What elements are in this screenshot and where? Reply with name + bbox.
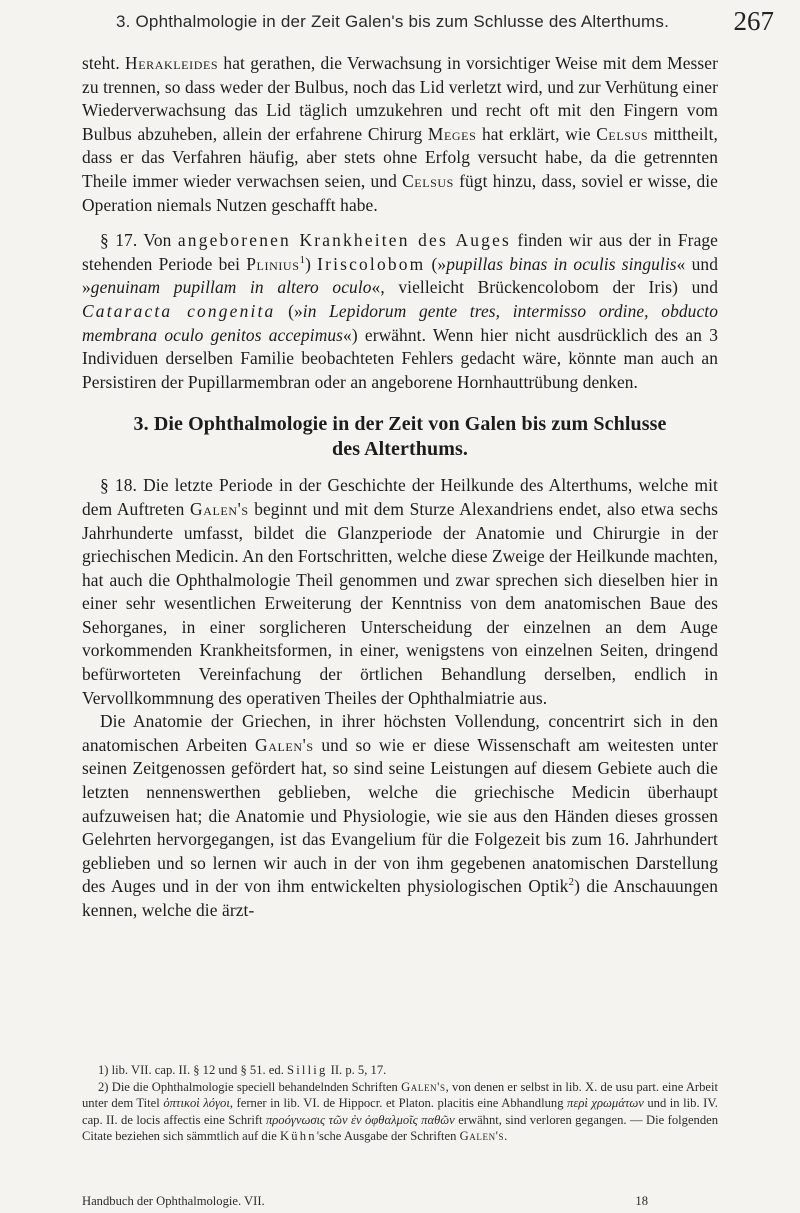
latin-quote: in Lepidorum gente tres, intermisso ordine, obducto membrana oculo genitos accepimus xyxy=(82,300,718,345)
text-run: 'sche Ausgabe der Schriften xyxy=(316,1129,460,1144)
page-number: 267 xyxy=(733,6,774,36)
greek-title: προόγνωσις τῶν ἐν ὀφθαλμοῖς παθῶν xyxy=(265,1112,455,1127)
book-title: Handbuch der Ophthalmologie. VII. xyxy=(82,1194,265,1208)
latin-quote: pupillas binas in oculis singulis xyxy=(446,253,677,274)
text-run: Die Anatomie der Griechen, in ihrer höchsten Vollendung, concentrirt sich in den anatomischen Arbeiten xyxy=(82,711,718,755)
text-run: fügt hinzu, dass, soviel er wisse, die Operation niemals Nutzen geschafft habe. xyxy=(82,170,718,215)
text-run: mittheilt, dass er das Verfahren häufig, aber stets ohne Erfolg versucht habe, da die getrennten Theile immer wieder verwachsen seien, und xyxy=(82,123,718,191)
text-run: «, vielleicht Brückencolobom der Iris) und xyxy=(371,277,718,298)
author-name: Meges xyxy=(427,123,477,144)
section-heading xyxy=(82,412,718,462)
footnote-2 xyxy=(82,1079,718,1145)
spaced-term: Cataracta congenita xyxy=(82,300,276,321)
footnote-ref: 1 xyxy=(299,253,306,266)
spaced-term: angeborenen Krankheiten des Auges xyxy=(177,230,511,251)
text-run: steht. xyxy=(82,53,126,73)
author-name: Galen's xyxy=(401,1079,446,1094)
running-header xyxy=(60,4,780,44)
text-run: ) xyxy=(305,253,318,274)
text-run: 2) Die die Ophthalmologie speciell behandelnden Schriften xyxy=(98,1079,402,1094)
paragraph-17 xyxy=(82,229,718,394)
main-text xyxy=(82,52,718,923)
greek-title: περὶ χρωμάτων xyxy=(567,1096,644,1111)
text-run: hat erklärt, wie xyxy=(476,123,597,144)
spaced-term: Kühn xyxy=(279,1129,317,1144)
latin-quote: genuinam pupillam in altero oculo xyxy=(90,277,372,298)
author-name: Galen's xyxy=(459,1129,505,1144)
greek-title: ὀπτικοὶ λόγοι xyxy=(163,1096,230,1111)
text-run: § 18. Die letzte Periode in der Geschichte der Heilkunde des Alterthums, welche mit dem Auftreten xyxy=(82,475,718,519)
heading-line: 3. Die Ophthalmologie in der Zeit von Galen bis zum Schlusse xyxy=(133,413,667,436)
text-run: , von denen er selbst in lib. X. de usu part. eine Arbeit unter dem Titel xyxy=(82,1079,718,1111)
paragraph-1 xyxy=(82,52,718,217)
paragraph-anatomy xyxy=(82,710,718,922)
text-run: und in lib. IV. cap. II. de locis affectis eine Schrift xyxy=(82,1096,718,1127)
text-run: (» xyxy=(425,253,447,274)
spaced-term: Sillig xyxy=(287,1063,328,1077)
text-run: II. p. 5, 17. xyxy=(327,1063,387,1077)
footnote-1 xyxy=(82,1062,718,1079)
author-name: Celsus xyxy=(402,170,454,191)
text-run: hat gerathen, die Verwachsung in vorsichtiger Weise mit dem Messer zu trennen, so dass weder der Bulbus, noch das Lid verletzt wird, und zur Verhütung einer Wiederverwachsung das Lid täglich umzukehren und recht oft mit den Fingern vom Bulbus abzuheben, allein der erfahrene Chirurg xyxy=(82,53,718,144)
author-name: Plinius xyxy=(246,253,300,274)
spacer xyxy=(82,217,718,229)
text-run: « und » xyxy=(82,253,718,298)
running-title: 3. Ophthalmologie in der Zeit Galen's bis zum Schlusse des Alterthums. xyxy=(116,12,670,31)
author-name: Galen's xyxy=(190,498,249,519)
author-name: Celsus xyxy=(596,123,649,144)
text-run: 1) lib. VII. cap. II. § 12 und § 51. ed. xyxy=(98,1063,287,1077)
text-run: finden wir aus der in Frage stehenden Periode bei xyxy=(82,230,718,274)
text-run: . xyxy=(504,1129,508,1144)
text-run: erwähnt, sind verloren gegangen. — Die folgenden Citate beziehen sich sämmtlich auf die xyxy=(82,1112,719,1144)
signature-mark: 18 xyxy=(635,1194,648,1208)
heading-line: des Alterthums. xyxy=(332,438,468,461)
text-run: § 17. Von xyxy=(100,230,178,251)
spaced-term: Iriscolobom xyxy=(317,253,426,274)
text-run: ) die Anschauungen kennen, welche die ärzt- xyxy=(82,876,718,920)
author-name: Herakleides xyxy=(125,53,219,73)
text-run: (» xyxy=(275,300,303,321)
text-run: beginnt und mit dem Sturze Alexandriens endet, also etwa sechs Jahrhunderte umfasst, bildet die Glanzperiode der Anatomie und Chirurgie in der griechischen Medicin. An den Fortschritten, welche diese Zweige der Heilkunde machten, hat auch die Ophthalmologie Theil genommen und zwar sprechen sich dieselben hier in einer sehr wesentlichen Erweiterung der Kenntniss von dem anatomischen Baue des Sehorganes, in einer sorglicheren Unterscheidung der einzelnen an dem Auge vorkommenden Krankheitsformen, in einer, wenigstens von einzelnen Seiten, dringend befürworteten Vereinfachung der örtlichen Behandlung derselben, endlich in Vervollkommnung des operativen Theiles der Ophthalmiatrie aus. xyxy=(82,498,718,708)
author-name: Galen's xyxy=(255,734,314,755)
paragraph-18 xyxy=(82,474,718,710)
footnote-ref: 2 xyxy=(568,876,575,889)
text-run: und so wie er diese Wissenschaft am weitesten unter seinen Zeitgenossen gefördert hat, so sind seine Leistungen auf diesem Gebiete auch die letzten nennenswerthen geblieben, welche die griechische Medicin überhaupt aufzuweisen hat; die Anatomie und Physiologie, wie sie aus den Händen dieses grossen Gelehrten hervorgegangen, ist das Evangelium für die Folgezeit bis zum 16. Jahrhundert geblieben und so lernen wir auch in der von ihm gegebenen anatomischen Darstellung des Auges und in der von ihm entwickelten physiologischen Optik xyxy=(82,734,718,897)
spacer xyxy=(82,462,718,474)
text-run: , ferner in lib. VI. de Hippocr. et Platon. placitis eine Abhandlung xyxy=(229,1096,568,1111)
spacer xyxy=(82,394,718,412)
footnotes xyxy=(82,1062,718,1145)
text-run: «) erwähnt. Wenn hier nicht ausdrücklich des an 3 Individuen derselben Familie beobachteten Fehlers gedacht wäre, könnte man auch an Persistiren der Pupillarmembran oder an angeborene Hornhauttrübung denken. xyxy=(82,324,718,392)
